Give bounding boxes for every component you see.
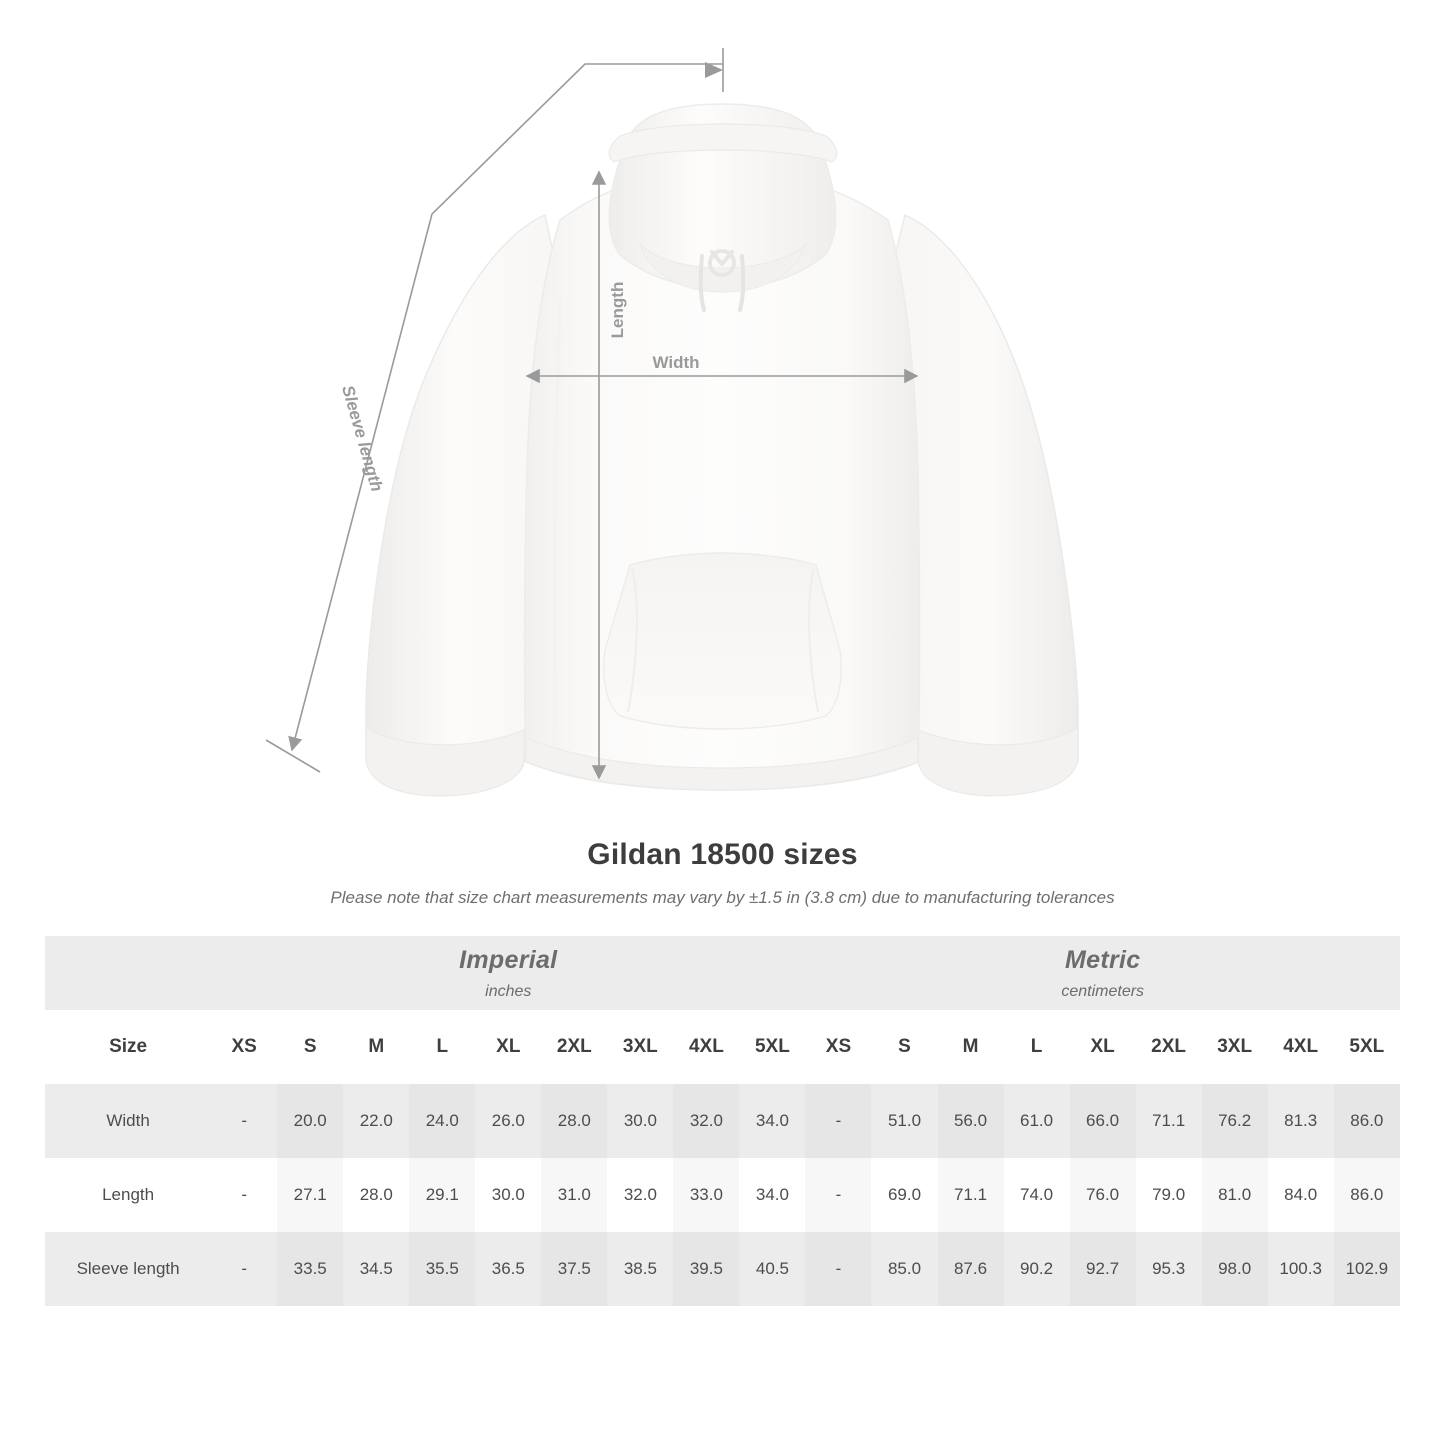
unit-header-imperial xyxy=(211,936,805,1010)
cell-sleeve-imperial-3xl: 38.5 xyxy=(607,1232,673,1306)
size-chart-table xyxy=(45,936,1400,1306)
size-header-row xyxy=(45,1010,1400,1084)
unit-name-metric: Metric xyxy=(1065,945,1141,974)
cell-sleeve-metric-xl: 92.7 xyxy=(1070,1232,1136,1306)
cell-length-imperial-m: 28.0 xyxy=(343,1158,409,1232)
cell-length-imperial-xl: 30.0 xyxy=(475,1158,541,1232)
table-row xyxy=(45,1084,1400,1158)
cell-width-imperial-2xl: 28.0 xyxy=(541,1084,607,1158)
cell-length-metric-l: 74.0 xyxy=(1004,1158,1070,1232)
cell-width-imperial-3xl: 30.0 xyxy=(607,1084,673,1158)
cell-length-metric-m: 71.1 xyxy=(938,1158,1004,1232)
cell-length-metric-3xl: 81.0 xyxy=(1202,1158,1268,1232)
header-size-imperial-s: S xyxy=(277,1010,343,1084)
header-size: Size xyxy=(45,1010,211,1084)
header-size-metric-s: S xyxy=(871,1010,937,1084)
cell-width-metric-xl: 66.0 xyxy=(1070,1084,1136,1158)
header-size-imperial-xs: XS xyxy=(211,1010,277,1084)
cell-length-metric-xs: - xyxy=(805,1158,871,1232)
cell-width-imperial-xl: 26.0 xyxy=(475,1084,541,1158)
header-size-metric-5xl: 5XL xyxy=(1334,1010,1400,1084)
cell-sleeve-imperial-m: 34.5 xyxy=(343,1232,409,1306)
header-size-metric-4xl: 4XL xyxy=(1268,1010,1334,1084)
cell-width-imperial-m: 22.0 xyxy=(343,1084,409,1158)
cell-sleeve-imperial-2xl: 37.5 xyxy=(541,1232,607,1306)
cell-sleeve-imperial-4xl: 39.5 xyxy=(673,1232,739,1306)
cell-sleeve-metric-4xl: 100.3 xyxy=(1268,1232,1334,1306)
table-row xyxy=(45,1232,1400,1306)
cell-width-imperial-s: 20.0 xyxy=(277,1084,343,1158)
cell-length-imperial-s: 27.1 xyxy=(277,1158,343,1232)
row-label-width: Width xyxy=(45,1084,211,1158)
cell-sleeve-metric-3xl: 98.0 xyxy=(1202,1232,1268,1306)
cell-sleeve-metric-xs: - xyxy=(805,1232,871,1306)
cell-length-imperial-5xl: 34.0 xyxy=(739,1158,805,1232)
cell-width-metric-2xl: 71.1 xyxy=(1136,1084,1202,1158)
cell-width-metric-s: 51.0 xyxy=(871,1084,937,1158)
cell-sleeve-imperial-l: 35.5 xyxy=(409,1232,475,1306)
header-size-metric-l: L xyxy=(1004,1010,1070,1084)
cell-length-imperial-3xl: 32.0 xyxy=(607,1158,673,1232)
cell-sleeve-metric-l: 90.2 xyxy=(1004,1232,1070,1306)
row-label-length: Length xyxy=(45,1158,211,1232)
cell-sleeve-metric-s: 85.0 xyxy=(871,1232,937,1306)
cell-length-metric-xl: 76.0 xyxy=(1070,1158,1136,1232)
unit-header-metric xyxy=(805,936,1400,1010)
cell-length-metric-2xl: 79.0 xyxy=(1136,1158,1202,1232)
cell-sleeve-metric-2xl: 95.3 xyxy=(1136,1232,1202,1306)
header-size-imperial-4xl: 4XL xyxy=(673,1010,739,1084)
width-label: Width xyxy=(652,353,700,372)
cell-width-metric-l: 61.0 xyxy=(1004,1084,1070,1158)
header-size-metric-xs: XS xyxy=(805,1010,871,1084)
header-size-imperial-5xl: 5XL xyxy=(739,1010,805,1084)
cell-width-imperial-4xl: 32.0 xyxy=(673,1084,739,1158)
page-title: Gildan 18500 sizes xyxy=(587,838,858,871)
header-size-metric-3xl: 3XL xyxy=(1202,1010,1268,1084)
cell-width-metric-3xl: 76.2 xyxy=(1202,1084,1268,1158)
cell-width-imperial-xs: - xyxy=(211,1084,277,1158)
cell-length-imperial-4xl: 33.0 xyxy=(673,1158,739,1232)
sleeve-length-label: Sleeve length xyxy=(338,383,387,494)
cell-length-imperial-l: 29.1 xyxy=(409,1158,475,1232)
hoodie-graphic xyxy=(366,104,1078,796)
unit-header-row xyxy=(45,936,1400,1010)
header-size-imperial-3xl: 3XL xyxy=(607,1010,673,1084)
cell-width-metric-xs: - xyxy=(805,1084,871,1158)
table-corner xyxy=(45,936,211,1010)
cell-sleeve-metric-5xl: 102.9 xyxy=(1334,1232,1400,1306)
header-size-metric-xl: XL xyxy=(1070,1010,1136,1084)
header-size-imperial-2xl: 2XL xyxy=(541,1010,607,1084)
cell-sleeve-metric-m: 87.6 xyxy=(938,1232,1004,1306)
cell-length-imperial-xs: - xyxy=(211,1158,277,1232)
cell-width-imperial-5xl: 34.0 xyxy=(739,1084,805,1158)
cell-length-metric-4xl: 84.0 xyxy=(1268,1158,1334,1232)
row-label-sleeve-length: Sleeve length xyxy=(45,1232,211,1306)
unit-sub-metric: centimeters xyxy=(1061,982,1145,1000)
title-block xyxy=(0,838,1445,908)
header-size-imperial-m: M xyxy=(343,1010,409,1084)
unit-sub-imperial: inches xyxy=(485,982,532,1000)
cell-sleeve-imperial-xl: 36.5 xyxy=(475,1232,541,1306)
cell-width-metric-m: 56.0 xyxy=(938,1084,1004,1158)
cell-sleeve-imperial-xs: - xyxy=(211,1232,277,1306)
length-label: Length xyxy=(608,281,627,339)
table-row xyxy=(45,1158,1400,1232)
unit-name-imperial: Imperial xyxy=(459,945,558,974)
cell-sleeve-imperial-s: 33.5 xyxy=(277,1232,343,1306)
cell-width-metric-5xl: 86.0 xyxy=(1334,1084,1400,1158)
cell-width-metric-4xl: 81.3 xyxy=(1268,1084,1334,1158)
cell-width-imperial-l: 24.0 xyxy=(409,1084,475,1158)
cell-sleeve-imperial-5xl: 40.5 xyxy=(739,1232,805,1306)
tolerance-note: Please note that size chart measurements may vary by ±1.5 in (3.8 cm) due to manufacturing tolerances xyxy=(330,888,1115,907)
size-table-wrapper xyxy=(45,936,1400,1306)
cell-length-metric-s: 69.0 xyxy=(871,1158,937,1232)
header-size-imperial-xl: XL xyxy=(475,1010,541,1084)
header-size-metric-m: M xyxy=(938,1010,1004,1084)
cell-length-metric-5xl: 86.0 xyxy=(1334,1158,1400,1232)
header-size-imperial-l: L xyxy=(409,1010,475,1084)
header-size-metric-2xl: 2XL xyxy=(1136,1010,1202,1084)
cell-length-imperial-2xl: 31.0 xyxy=(541,1158,607,1232)
